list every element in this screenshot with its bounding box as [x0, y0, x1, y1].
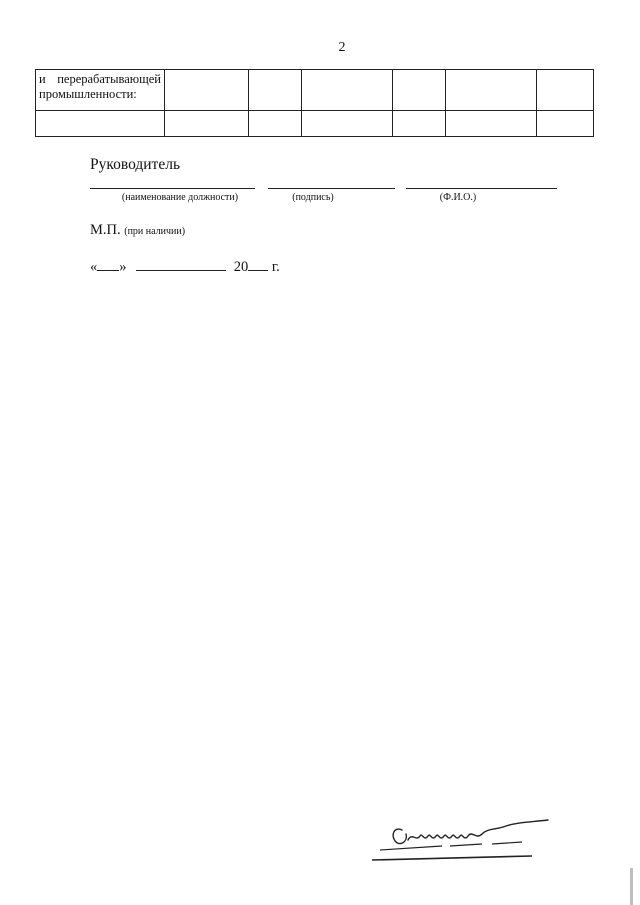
- table-cell: [249, 70, 302, 111]
- table-label-line-1: и перерабатывающей: [39, 72, 161, 86]
- stamp-note: (при наличии): [124, 226, 186, 237]
- table-cell: [446, 70, 537, 111]
- year-prefix: 20: [233, 259, 249, 275]
- table-cell: [393, 111, 446, 137]
- page-number: 2: [338, 40, 346, 55]
- stamp-label: М.П.: [90, 222, 121, 238]
- head-title: Руководитель: [90, 156, 181, 173]
- caption-position: (наименование должности): [121, 192, 239, 203]
- table-cell-label: [36, 70, 165, 111]
- name-line: [406, 188, 557, 189]
- table-cell: [537, 70, 594, 111]
- table-cell: [165, 70, 249, 111]
- day-blank: [97, 258, 119, 271]
- table-cell: [537, 111, 594, 137]
- table-cell: [249, 111, 302, 137]
- stamp-line: [90, 222, 185, 239]
- position-line: [90, 188, 255, 189]
- caption-signature: (подпись): [292, 192, 334, 203]
- table-cell: [302, 111, 393, 137]
- caption-name: (Ф.И.О.): [439, 192, 477, 203]
- table-cell: [36, 111, 165, 137]
- data-table: [35, 69, 594, 137]
- date-open-quote: «: [90, 259, 98, 275]
- table-cell: [302, 70, 393, 111]
- signature-line: [268, 188, 395, 189]
- month-blank: [136, 258, 226, 271]
- table-row: [36, 111, 594, 137]
- year-blank: [248, 258, 268, 271]
- date-close-quote: »: [119, 259, 127, 275]
- table-row: [36, 70, 594, 111]
- table-label-line-2: промышленности:: [39, 87, 137, 101]
- scan-edge-mark: [630, 868, 633, 905]
- table-cell: [446, 111, 537, 137]
- table-cell: [165, 111, 249, 137]
- date-line: [90, 258, 280, 276]
- year-suffix: г.: [271, 259, 280, 275]
- table-cell: [393, 70, 446, 111]
- handwritten-signature: [372, 812, 552, 862]
